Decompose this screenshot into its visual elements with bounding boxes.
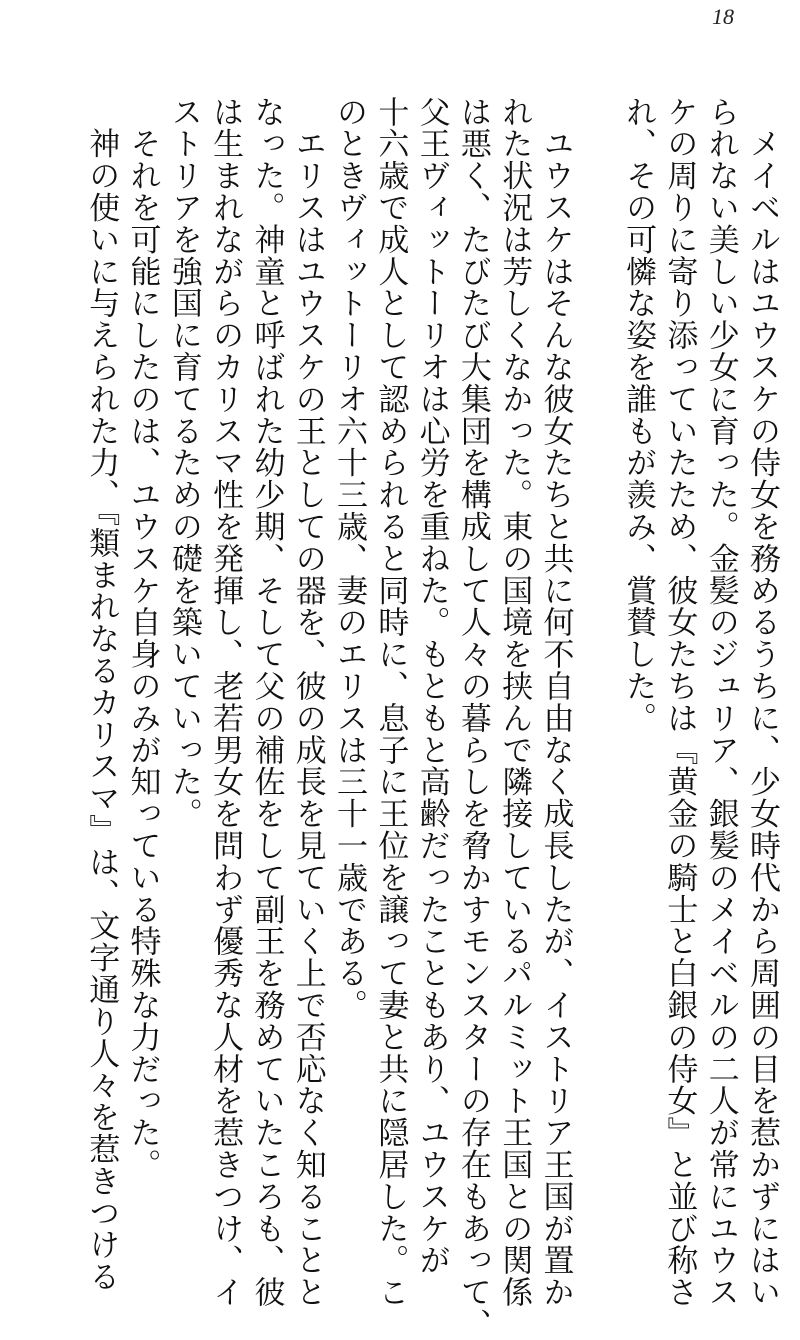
text-column: られない美しい少女に育った。金髪のジュリア、銀髪のメイベルの二人が常にユウス [702, 96, 739, 1309]
text-column: 父王ヴィットーリオは心労を重ねた。もともと高齢だったこともあり、ユウスケが [413, 96, 450, 1277]
text-column: のときヴィットーリオ六十三歳、妻のエリスは三十一歳である。 [331, 96, 368, 1022]
text-column: ケの周りに寄り添っていたため、彼女たちは『黄金の騎士と白銀の侍女』と並び称さ [661, 96, 698, 1309]
text-column: れ、その可憐な姿を誰もが羨み、賞賛した。 [620, 96, 657, 734]
text-column: それを可能にしたのは、ユウスケ自身のみが知っている特殊な力だった。 [124, 96, 161, 1181]
text-column: れた状況は芳しくなかった。東の国境を挟んで隣接しているパルミット王国との関係 [496, 96, 533, 1309]
text-column: は悪く、たびたび大集団を構成して人々の暮らしを脅かすモンスターの存在もあって、 [454, 96, 491, 1340]
text-column: エリスはユウスケの王としての器を、彼の成長を見ていく上で否応なく知ることと [289, 96, 326, 1309]
page-number: 18 [712, 4, 734, 29]
novel-text-body [2, 96, 782, 1340]
text-column: ユウスケはそんな彼女たちと共に何不自由なく成長したが、イストリア王国が置か [537, 96, 574, 1309]
text-column: 神の使いに与えられた力、『類まれなるカリスマ』は、文字通り人々を惹きつける [83, 96, 120, 1293]
text-columns [80, 96, 782, 1340]
text-column [579, 96, 615, 128]
text-column: は生まれながらのカリスマ性を発揮し、老若男女を問わず優秀な人材を惹きつけ、イ [207, 96, 244, 1309]
text-column: ストリアを強国に育てるための礎を築いていった。 [165, 96, 202, 830]
text-column: 十六歳で成人として認められると同時に、息子に王位を譲って妻と共に隠居した。こ [372, 96, 409, 1309]
text-column: メイベルはユウスケの侍女を務めるうちに、少女時代から周囲の目を惹かずにはい [744, 96, 780, 1309]
text-column: なった。神童と呼ばれた幼少期、そして父の補佐をして副王を務めていたころも、彼 [248, 96, 285, 1309]
